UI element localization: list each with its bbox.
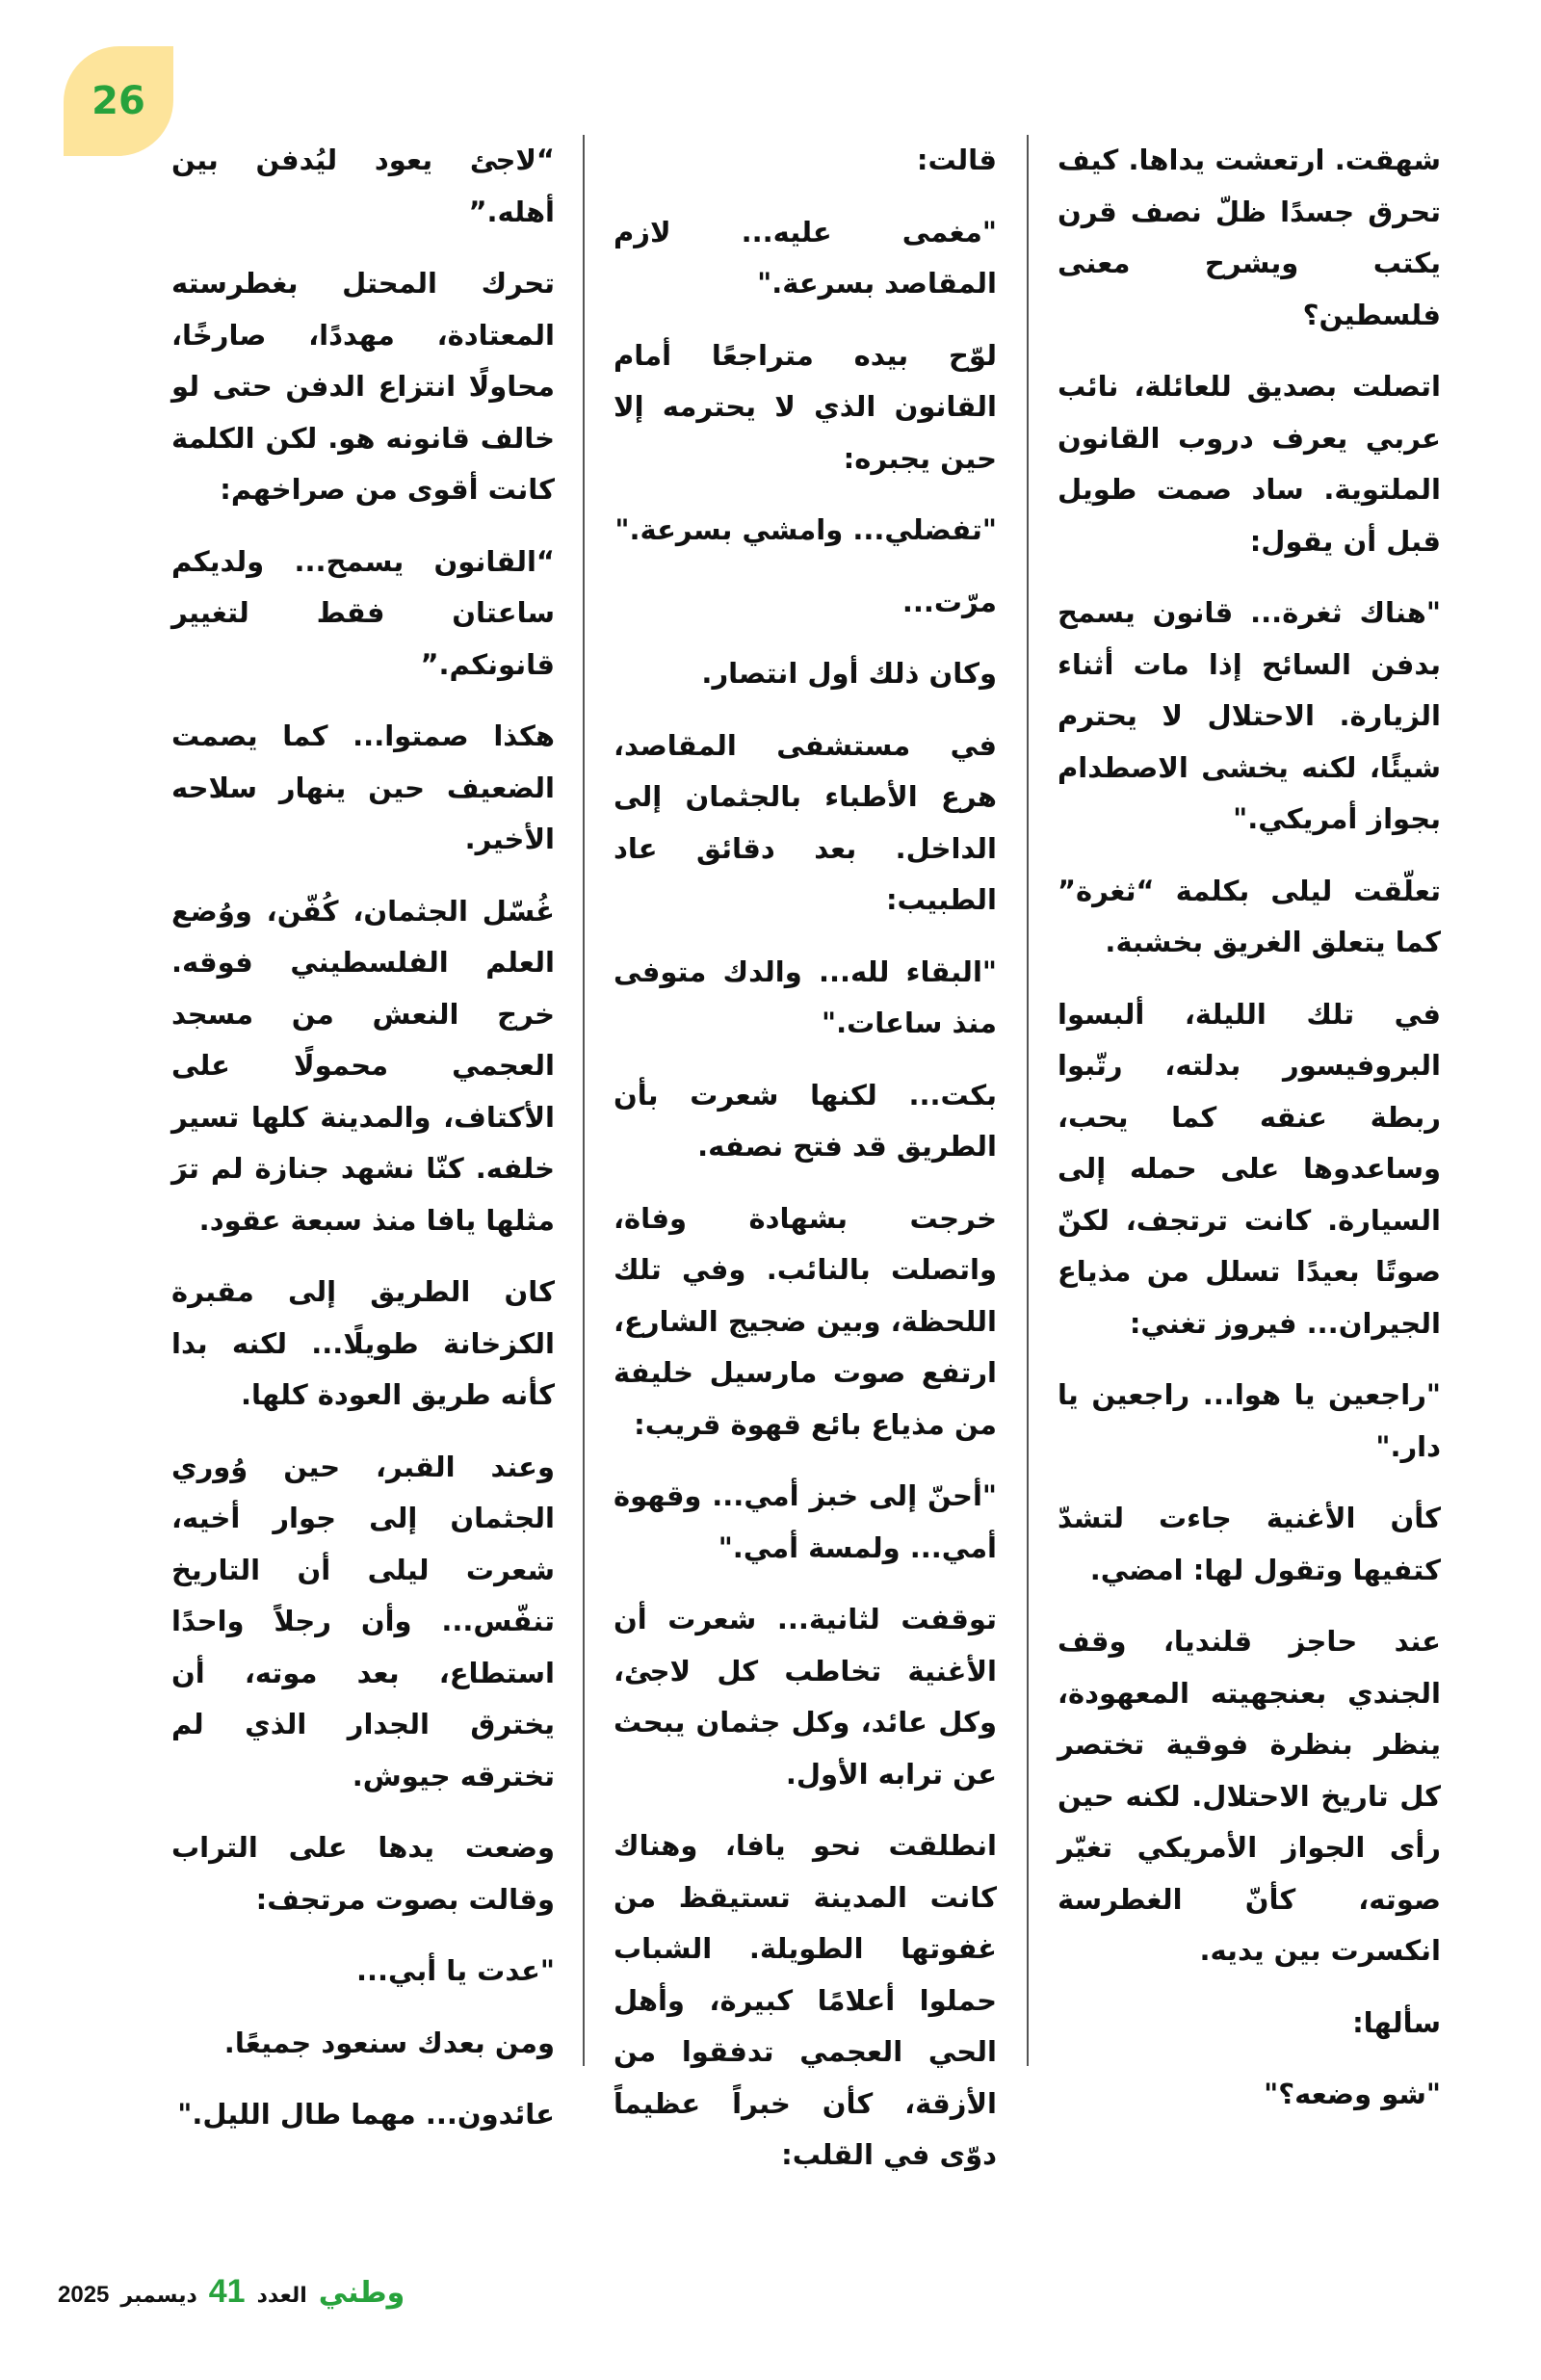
paragraph: “لاجئ يعود ليُدفن بين أهله.” [171,144,555,228]
paragraph: سألها: [1352,2005,1441,2039]
paragraph: “القانون يسمح... ولديكم ساعتان فقط لتغيير قانونكم.” [171,544,555,681]
issue-label: العدد [256,2284,307,2308]
paragraph: كان الطريق إلى مقبرة الكزخانة طويلًا... لكنه بدا كأنه طريق العودة كلها. [171,1275,555,1411]
paragraph: تعلّقت ليلى بكلمة “ثغرة” كما يتعلق الغريق بخشبة. [1058,874,1441,958]
paragraph: تحرك المحتل بغطرسته المعتادة، مهددًا، صارخًا، محاولًا انتزاع الدفن حتى لو خالف قانونه هو. لكن الكلمة كانت أقوى من صراخهم: [171,267,555,506]
paragraph: توقفت لثانية... شعرت أن الأغنية تخاطب كل لاجئ، وكل عائد، وكل جثمان يبحث عن ترابه الأول. [614,1603,997,1791]
paragraph: "أحنّ إلى خبز أمي... وقهوة أمي... ولمسة أمي." [614,1479,997,1564]
paragraph: وعند القبر، حين وُوري الجثمان إلى جوار أخيه، شعرت ليلى أن التاريخ تنفّس... وأن رجلاً واحدًا استطاع، بعد موته، أن يخترق الجدار الذي لم تخترقه جيوش. [171,1450,555,1792]
paragraph: بكت... لكنها شعرت بأن الطريق قد فتح نصفه. [614,1078,997,1163]
article-column-left [171,135,555,2161]
issue-year: 2025 [58,2282,110,2308]
article-column-right [1058,135,1441,2141]
paragraph: عند حاجز قلنديا، وقف الجندي بعنجهيته المعهودة، ينظر بنظرة فوقية تختصر كل تاريخ الاحتلال. لكنه حين رأى الجواز الأمريكي تغيّر صوته، كأنّ الغطرسة انكسرت بين يديه. [1058,1625,1441,1967]
paragraph: في تلك الليلة، ألبسوا البروفيسور بدلته، رتّبوا ربطة عنقه كما يحب، وساعدوها على حمله إلى السيارة. كانت ترتجف، لكنّ صوتًا بعيدًا تسلل من مذياع الجيران... فيروز تغني: [1058,997,1441,1340]
issue-month: ديسمبر [120,2284,197,2308]
page-number-badge [64,46,173,156]
column-divider [1027,135,1029,2066]
paragraph: "هناك ثغرة... قانون يسمح بدفن السائح إذا مات أثناء الزيارة. الاحتلال لا يحترم شيئًا، لكنه يخشى الاصطدام بجواز أمريكي." [1058,596,1441,835]
paragraph: في مستشفى المقاصد، هرع الأطباء بالجثمان إلى الداخل. بعد دقائق عاد الطبيب: [614,728,997,916]
page-number: 26 [91,79,145,123]
paragraph: غُسّل الجثمان، كُفّن، ووُضع العلم الفلسطيني فوقه. خرج النعش من مسجد العجمي محمولًا على الأكتاف، والمدينة كلها تسير خلفه. كنّا نشهد جنازة لم ترَ مثلها يافا منذ سبعة عقود. [171,894,555,1237]
paragraph: شهقت. ارتعشت يداها. كيف تحرق جسدًا ظلّ نصف قرن يكتب ويشرح معنى فلسطين؟ [1058,144,1441,331]
paragraph: وكان ذلك أول انتصار. [701,657,997,690]
paragraph: اتصلت بصديق للعائلة، نائب عربي يعرف دروب القانون الملتوية. ساد صمت طويل قبل أن يقول: [1058,370,1441,558]
paragraph: "تفضلي... وامشي بسرعة." [614,513,997,546]
paragraph: "عدت يا أبي... [355,1954,555,1987]
paragraph: كأن الأغنية جاءت لتشدّ كتفيها وتقول لها: امضي. [1058,1502,1441,1586]
article-column-middle [614,135,997,2202]
paragraph: قالت: [916,144,997,176]
paragraph: هكذا صمتوا... كما يصمت الضعيف حين ينهار سلاحه الأخير. [171,719,555,855]
paragraph: ومن بعدك سنعود جميعًا. [223,2026,555,2059]
paragraph: عائدون... مهما طال الليل." [177,2098,555,2131]
issue-number: 41 [208,2273,246,2310]
magazine-footer [58,2273,405,2311]
paragraph: لوّح بيده متراجعًا أمام القانون الذي لا يحترمه إلا حين يجبره: [614,338,997,475]
magazine-logo: وطني [318,2276,405,2310]
paragraph: مرّت... [901,585,997,618]
paragraph: "شو وضعه؟" [1264,2078,1441,2110]
paragraph: انطلقت نحو يافا، وهناك كانت المدينة تستيقظ من غفوتها الطويلة. الشباب حملوا أعلامًا كبيرة، وأهل الحي العجمي تدفقوا من الأزقة، كأن خبراً عظيماً دوّى في القلب: [614,1829,997,2171]
column-divider [583,135,585,2066]
paragraph: "راجعين يا هوا... راجعين يا دار." [1058,1378,1441,1463]
paragraph: خرجت بشهادة وفاة، واتصلت بالنائب. وفي تلك اللحظة، وبين ضجيج الشارع، ارتفع صوت مارسيل خليفة من مذياع بائع قهوة قريب: [614,1201,997,1441]
paragraph: "البقاء لله... والدك متوفى منذ ساعات." [614,955,997,1039]
paragraph: وضعت يدها على التراب وقالت بصوت مرتجف: [171,1831,555,1916]
paragraph: "مغمى عليه... لازم المقاصد بسرعة." [614,215,997,300]
